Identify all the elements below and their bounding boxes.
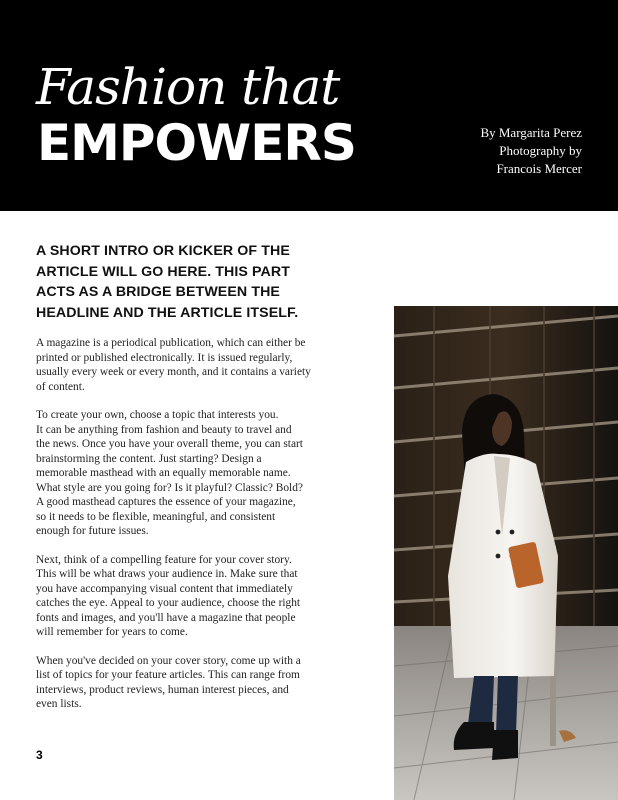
- header-banner: [0, 0, 618, 211]
- body-line: printed or published electronically. It is issued regularly,: [36, 351, 293, 364]
- body-line: fonts and images, and you'll have a magazine that people: [36, 611, 296, 624]
- body-line: the news. Once you have your overall theme, you can start: [36, 438, 303, 450]
- body-line: interviews, product reviews, human interest pieces, and: [36, 683, 289, 696]
- body-line: enough for future issues.: [36, 525, 149, 537]
- body-line: It can be anything from fashion and beauty to travel and: [36, 423, 292, 436]
- kicker-line: ACTS AS A BRIDGE BETWEEN THE: [36, 284, 280, 300]
- page-number: 3: [36, 748, 43, 762]
- body-line: of content.: [36, 380, 85, 393]
- body-line: memorable masthead with an equally memorable name.: [36, 467, 291, 479]
- byline-author: By Margarita Perez: [480, 125, 582, 140]
- byline-photo-label: Photography by: [499, 143, 582, 158]
- article-body: [36, 336, 311, 726]
- body-line: list of topics for your feature articles. This can range from: [36, 669, 300, 681]
- body-line: even lists.: [36, 698, 82, 710]
- body-paragraph: [36, 408, 308, 539]
- body-line: Next, think of a compelling feature for your cover story.: [36, 553, 292, 566]
- body-line: A good masthead captures the essence of your magazine,: [36, 496, 296, 508]
- byline-photographer: Francois Mercer: [496, 161, 582, 176]
- fashion-photo: [394, 306, 618, 800]
- kicker-line: A SHORT INTRO OR KICKER OF THE: [36, 243, 290, 259]
- body-line: so it needs to be flexible, meaningful, and consistent: [36, 510, 276, 523]
- body-paragraph: [36, 553, 308, 640]
- kicker-line: ARTICLE WILL GO HERE. THIS PART: [36, 263, 291, 280]
- body-paragraph: [36, 336, 311, 394]
- body-line: catches the eye. Appeal to your audience, choose the right: [36, 597, 301, 609]
- kicker-line: HEADLINE AND THE ARTICLE ITSELF.: [36, 304, 299, 321]
- body-line: What style are you going for? Is it playful? Classic? Bold?: [36, 481, 303, 494]
- article-kicker: [36, 241, 299, 323]
- body-line: usually every week or every month, and it contains a variety: [36, 366, 311, 378]
- photo-illustration: [394, 306, 618, 800]
- headline-bold: EMPOWERS: [37, 114, 356, 172]
- byline: [382, 124, 582, 178]
- body-line: This will be what draws your audience in. Make sure that: [36, 568, 298, 580]
- body-line: will remember for years to come.: [36, 626, 188, 638]
- body-line: A magazine is a periodical publication, which can either be: [36, 337, 306, 349]
- body-line: When you've decided on your cover story, come up with a: [36, 654, 301, 667]
- headline-script: Fashion that: [36, 58, 340, 116]
- body-paragraph: [36, 654, 308, 712]
- body-line: you have accompanying visual content that immediately: [36, 582, 293, 595]
- body-line: brainstorming the content. Just starting? Design a: [36, 452, 262, 465]
- body-line: To create your own, choose a topic that interests you.: [36, 409, 279, 421]
